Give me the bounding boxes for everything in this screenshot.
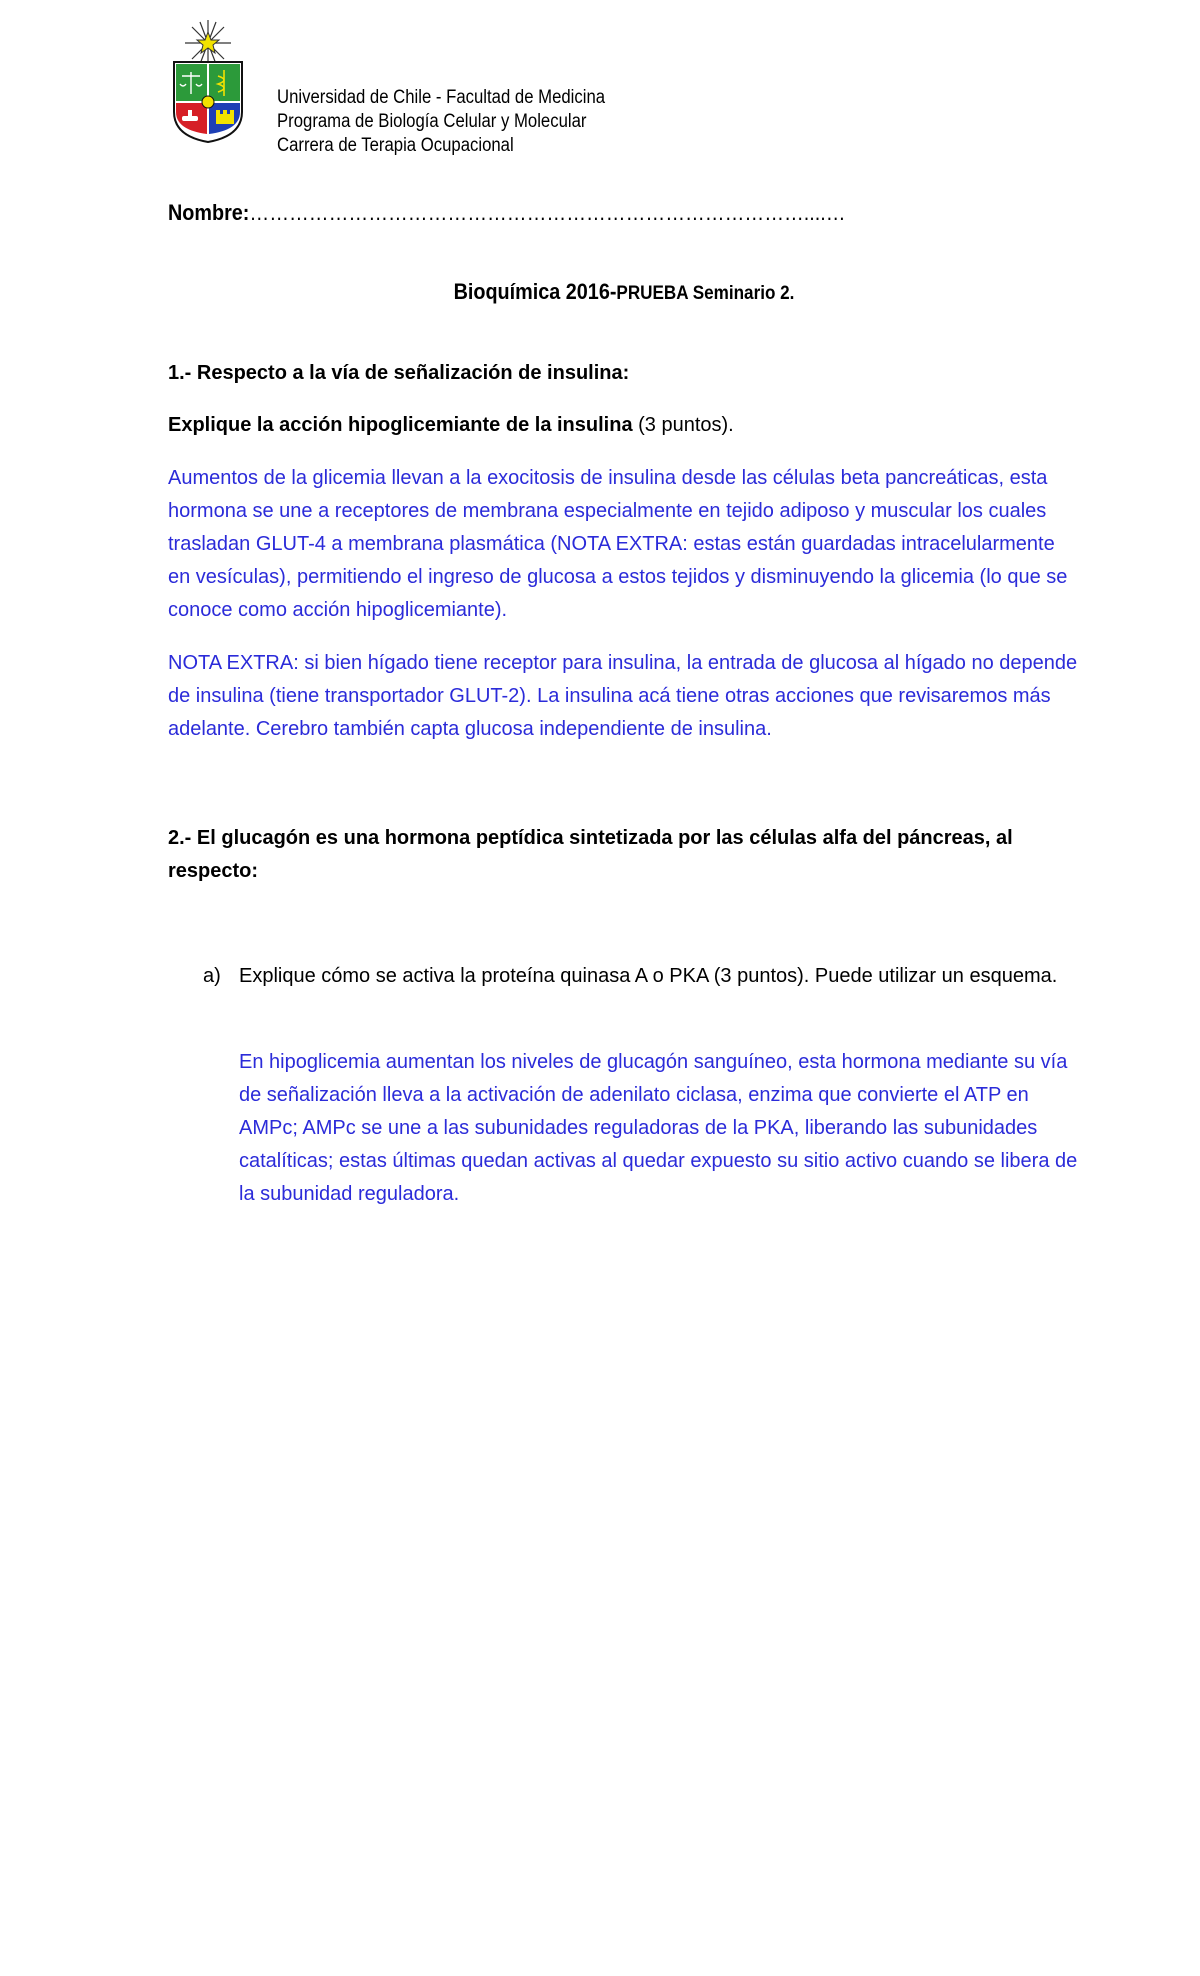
question-1-points: (3 puntos). xyxy=(632,414,734,436)
title-subtitle: PRUEBA Seminario 2. xyxy=(616,283,795,304)
medallion-icon xyxy=(202,96,214,108)
question-1-heading: 1.- Respecto a la vía de señalización de insulina: xyxy=(168,362,630,384)
question-1-answer-text: Aumentos de la glicemia llevan a la exocitosis de insulina desde las células beta pancreáticas, esta hormona se une a receptores de membrana especialmente en tejido adiposo y muscular los cuales trasladan GLUT-4 a membrana plasmática (NOTA EXTRA: estas están guardadas intracelularmente en vesículas), permitiendo el ingreso de glucosa a estos tejidos y disminuyendo la glicemia (lo que se conoce como acción hipoglicemiante). xyxy=(168,467,1068,621)
header-line-program: Programa de Biología Celular y Molecular xyxy=(277,111,587,132)
question-1-prompt xyxy=(168,409,734,442)
question-2a-prompt: Explique cómo se activa la proteína quinasa A o PKA (3 puntos). Puede utilizar un esquema. xyxy=(239,965,1058,987)
university-coat-of-arms-logo xyxy=(170,18,246,144)
name-label: Nombre: xyxy=(168,200,250,225)
question-2-heading: 2.- El glucagón es una hormona peptídica sintetizada por las células alfa del páncreas, al respecto: xyxy=(168,827,1013,882)
question-1-answer xyxy=(168,462,1078,627)
castle-icon xyxy=(216,110,234,124)
question-2a-marker: a) xyxy=(203,965,221,987)
institution-header xyxy=(277,86,605,158)
question-1-note xyxy=(168,647,1078,746)
question-1-prompt-bold: Explique la acción hipoglicemiante de la insulina xyxy=(168,414,633,436)
name-blank-line: …………………………………………………………………………....… xyxy=(249,200,846,225)
question-2a-answer-text: En hipoglicemia aumentan los niveles de glucagón sanguíneo, esta hormona mediante su vía de señalización lleva a la activación de adenilato ciclasa, enzima que convierte el ATP en AMPc; AMPc se une a las subunidades reguladoras de la PKA, liberando las subunidades catalíticas; estas últimas quedan activas al quedar expuesto su sitio activo cuando se libera de la subunidad reguladora. xyxy=(239,1051,1078,1205)
question-1-note-text: NOTA EXTRA: si bien hígado tiene receptor para insulina, la entrada de glucosa al hígado no depende de insulina (tiene transportador GLUT-2). La insulina acá tiene otras acciones que revisaremos más adelante. Cerebro también capta glucosa independiente de insulina. xyxy=(168,652,1078,740)
header-line-career: Carrera de Terapia Ocupacional xyxy=(277,135,514,156)
document-title xyxy=(62,278,1185,308)
name-field xyxy=(168,199,846,227)
header-line-university: Universidad de Chile - Facultad de Medicina xyxy=(277,87,606,108)
question-2a-answer xyxy=(239,1046,1089,1211)
title-main: Bioquímica 2016- xyxy=(453,279,617,304)
